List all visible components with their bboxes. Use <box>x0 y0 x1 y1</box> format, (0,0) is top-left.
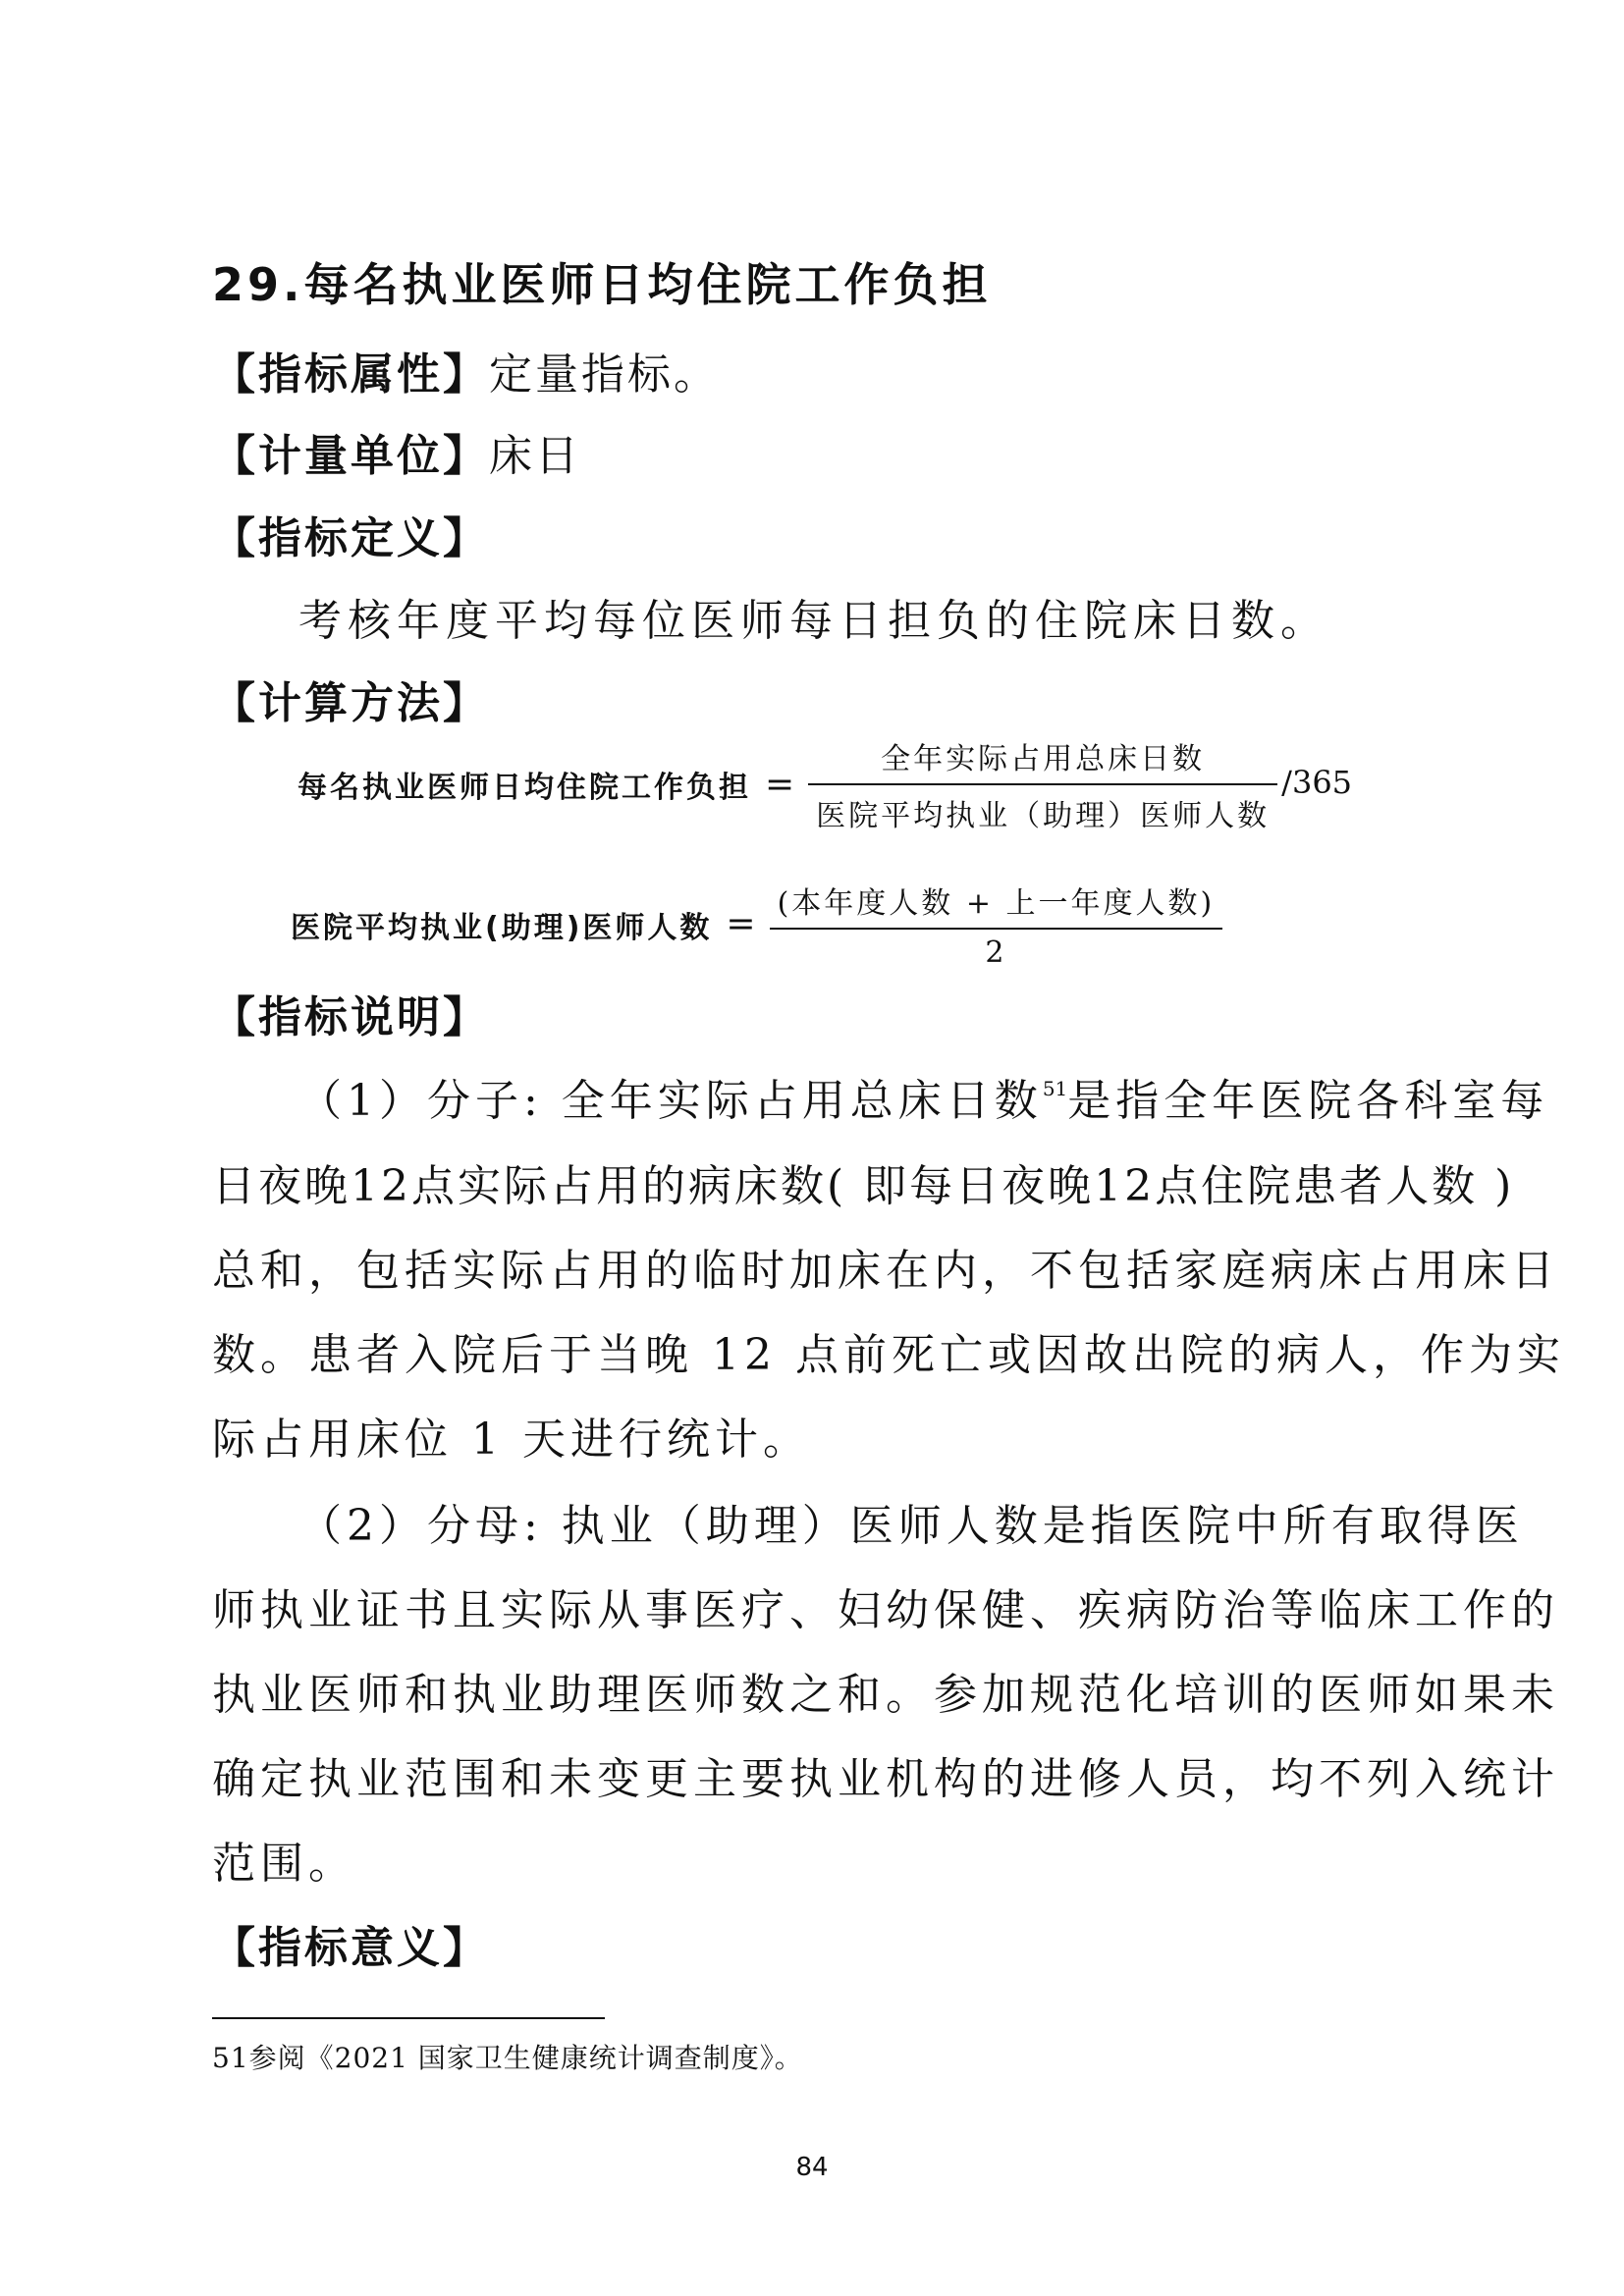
section-title: 29.每名执业医师日均住院工作负担 <box>212 258 992 311</box>
footnote-divider <box>212 2017 605 2019</box>
significance-label: 【指标意义】 <box>212 1923 489 1973</box>
footnote-ref: 51 <box>1042 1077 1068 1100</box>
explanation-p2-line2: 师执业证书且实际从事医疗、妇幼保健、疾病防治等临床工作的 <box>212 1585 1559 1635</box>
unit-value: 床日 <box>489 431 581 481</box>
method-heading <box>212 667 489 730</box>
explanation-p2-line1: （2）分母: 执业（助理）医师人数是指医院中所有取得医 <box>298 1501 1524 1551</box>
footnote-text: 51参阅《2021 国家卫生健康统计调查制度》。 <box>212 2042 803 2074</box>
explanation-p1-line3: 总和，包括实际占用的临时加床在内，不包括家庭病床占用床日 <box>212 1246 1559 1296</box>
significance-heading <box>212 1912 489 1975</box>
explanation-p1-line2: 日夜晚12点实际占用的病床数( 即每日夜晚12点住院患者人数 ) <box>212 1161 1515 1211</box>
explanation-p1-line5: 际占用床位 1 天进行统计。 <box>212 1415 811 1465</box>
unit-label: 【计量单位】 <box>212 431 489 481</box>
attribute-row <box>212 339 720 401</box>
explanation-p2-line3: 执业医师和执业助理医师数之和。参加规范化培训的医师如果未 <box>212 1670 1559 1720</box>
formula-1-fraction <box>808 734 1277 834</box>
attribute-label: 【指标属性】 <box>212 349 489 400</box>
formula-2-numerator: (本年度人数 + 上一年度人数) <box>777 886 1216 921</box>
explanation-label: 【指标说明】 <box>212 992 489 1042</box>
formula-2-fraction <box>770 879 1223 970</box>
formula-1 <box>298 734 1352 834</box>
explanation-p2-line4: 确定执业范围和未变更主要执业机构的进修人员，均不列入统计 <box>212 1754 1559 1804</box>
explanation-p1-line1-a: （1）分子: 全年实际占用总床日数 <box>298 1076 1043 1126</box>
formula-2 <box>291 879 1222 970</box>
formula-1-tail: /365 <box>1281 764 1353 801</box>
explanation-p1-line1 <box>298 1065 1548 1128</box>
definition-label: 【指标定义】 <box>212 513 489 563</box>
unit-row <box>212 420 581 483</box>
explanation-heading <box>212 982 489 1044</box>
explanation-p1-line1-b: 是指全年医院各科室每 <box>1067 1076 1549 1126</box>
definition-heading <box>212 503 489 565</box>
definition-text: 考核年度平均每位医师每日担负的住院床日数。 <box>298 596 1329 646</box>
formula-1-denominator: 医院平均执业（助理）医师人数 <box>816 799 1271 833</box>
formula-1-lhs: 每名执业医师日均住院工作负担 <box>298 771 751 805</box>
formula-2-denominator: 2 <box>985 935 1007 970</box>
explanation-p1-line4: 数。患者入院后于当晚 12 点前死亡或因故出院的病人，作为实 <box>212 1330 1565 1380</box>
explanation-p2-line5: 范围。 <box>212 1839 356 1889</box>
method-label: 【计算方法】 <box>212 678 489 728</box>
formula-2-lhs: 医院平均执业(助理)医师人数 <box>291 910 713 945</box>
formula-1-equals: = <box>765 764 795 805</box>
attribute-value: 定量指标。 <box>489 349 720 400</box>
formula-1-numerator: 全年实际占用总床日数 <box>881 742 1206 776</box>
formula-2-equals: = <box>726 904 756 944</box>
page-number: 84 <box>795 2153 829 2182</box>
